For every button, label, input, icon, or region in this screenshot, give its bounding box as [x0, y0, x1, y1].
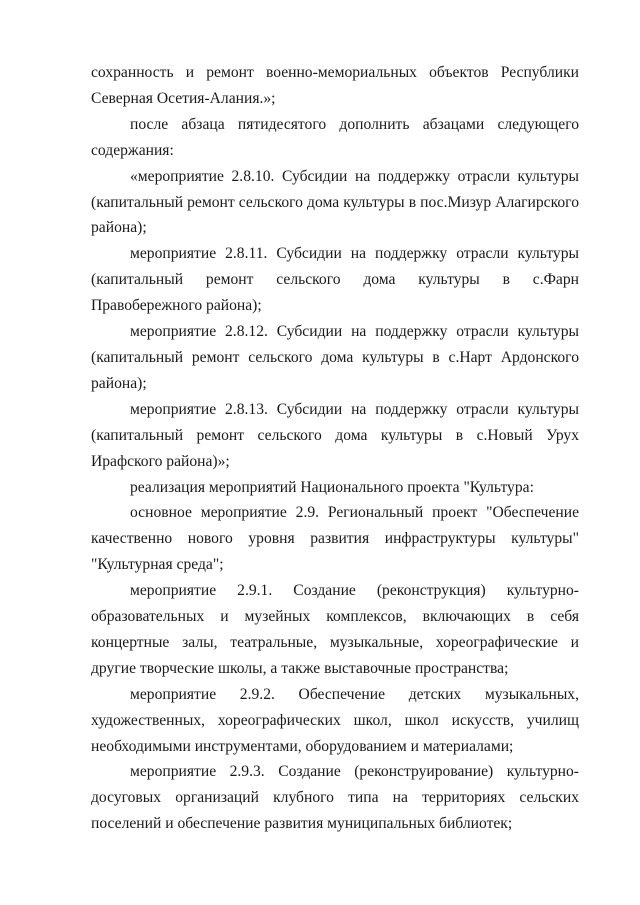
- document-body: [91, 60, 579, 837]
- paragraph-amendment-intro: после абзаца пятидесятого дополнить абзацами следующего содержания:: [91, 115, 579, 159]
- paragraph-measure-2-9-2: мероприятие 2.9.2. Обеспечение детских музыкальных, художественных, хореографических школ, школ искусств, училищ необходимыми инструментами, оборудованием и материалами;: [91, 685, 579, 755]
- paragraph-main-measure-2-9: основное мероприятие 2.9. Региональный проект "Обеспечение качественно нового уровня развития инфраструктуры культуры" "Культурная среда";: [91, 504, 579, 574]
- paragraph-measure-2-8-12: мероприятие 2.8.12. Субсидии на поддержку отрасли культуры (капитальный ремонт сельского дома культуры в с.Нарт Ардонского района);: [91, 323, 579, 392]
- paragraph-continuation: сохранность и ремонт военно-мемориальных объектов Республики Северная Осетия-Алания.»;: [91, 64, 579, 107]
- paragraph-measure-2-8-11: мероприятие 2.8.11. Субсидии на поддержку отрасли культуры (капитальный ремонт сельского дома культуры в с.Фарн Правобережного района);: [91, 245, 579, 315]
- paragraph-national-project: реализация мероприятий Национального проекта "Культура:: [130, 478, 534, 496]
- paragraph-measure-2-8-10: «мероприятие 2.8.10. Субсидии на поддержку отрасли культуры (капитальный ремонт сельского дома культуры в пос.Мизур Алагирского района);: [91, 167, 579, 237]
- paragraph-measure-2-8-13: мероприятие 2.8.13. Субсидии на поддержку отрасли культуры (капитальный ремонт сельского дома культуры в с.Новый Урух Ирафского района)»;: [91, 400, 579, 470]
- paragraph-measure-2-9-1: мероприятие 2.9.1. Создание (реконструкция) культурно-образовательных и музейных комплексов, включающих в себя концертные залы, театральные, музыкальные, хореографические и другие творческие школы, а также выставочные пространства;: [91, 582, 579, 677]
- paragraph-measure-2-9-3: мероприятие 2.9.3. Создание (реконструирование) культурно-досуговых организаций клубного типа на территориях сельских поселений и обеспечение развития муниципальных библиотек;: [91, 763, 579, 833]
